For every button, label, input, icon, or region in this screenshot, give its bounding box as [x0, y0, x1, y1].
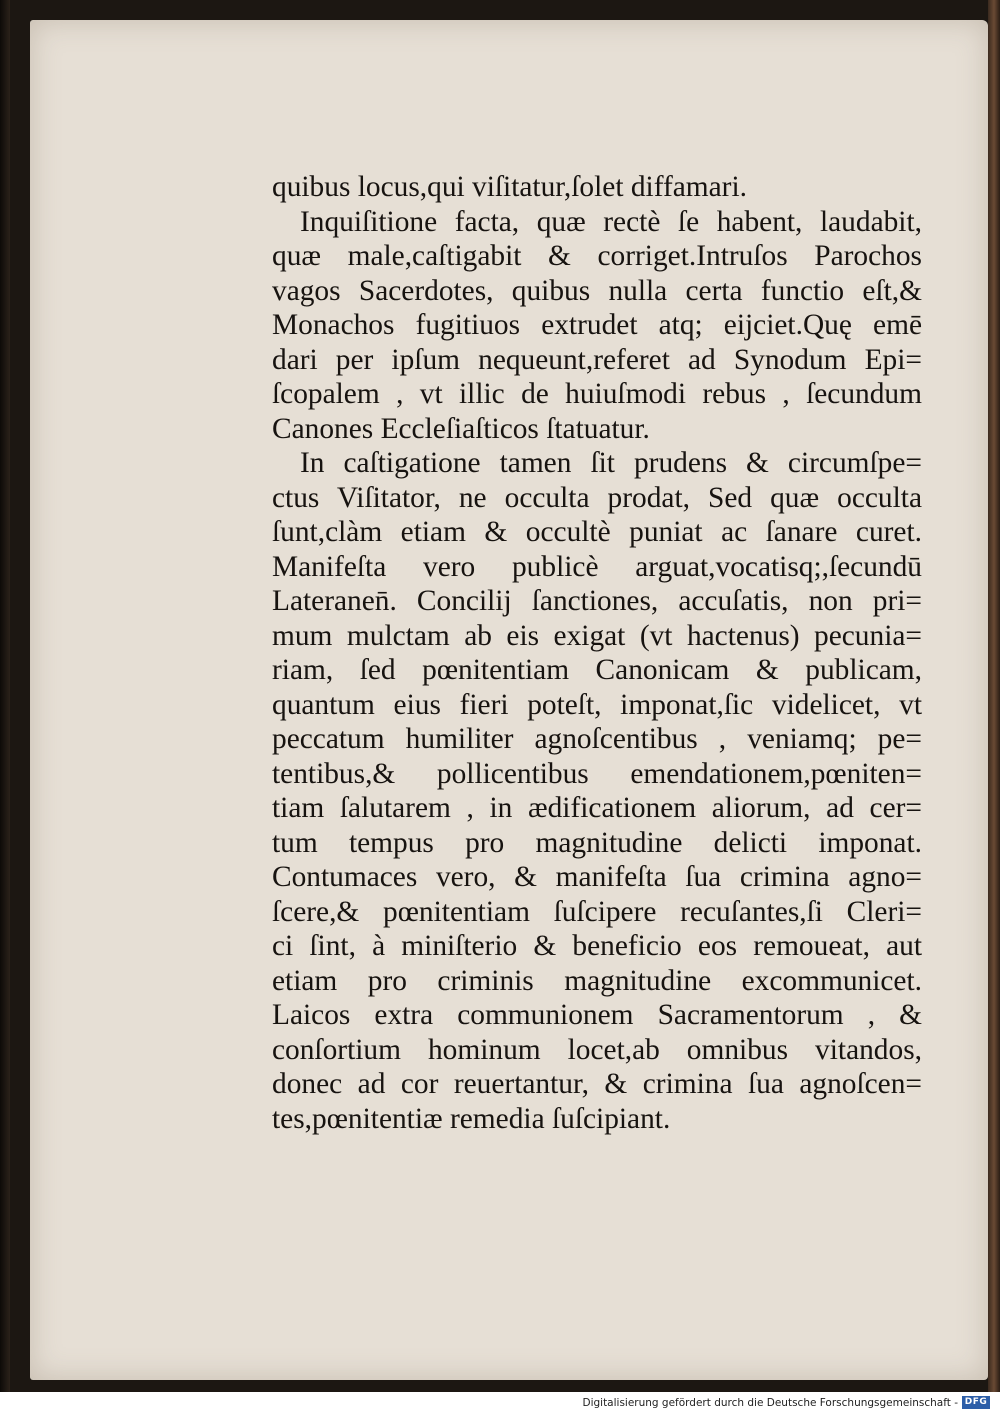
- text-line: ci ſint, à miniſterio & beneficio eos remoueat, aut: [272, 930, 922, 962]
- text-line: ſcere,& pœnitentiam ſuſcipere recuſantes,ſi Cleri=: [272, 895, 922, 928]
- text-line: tentibus,& pollicentibus emendationem,pœniten=: [272, 757, 922, 790]
- text-line: Contumaces vero, & manifeſta ſua crimina agno=: [272, 861, 922, 893]
- text-line: conſortium hominum locet,ab omnibus vitandos,: [272, 1033, 922, 1066]
- text-line: quibus locus,qui viſitatur,ſolet diffamari.: [272, 171, 747, 203]
- text-line: Canones Eccleſiaſticos ſtatuatur.: [272, 412, 650, 445]
- text-line: donec ad cor reuertantur, & crimina ſua agnoſcen=: [272, 1068, 922, 1100]
- text-line: dari per ipſum nequeunt,referet ad Synodum Epi=: [272, 343, 922, 376]
- text-line: peccatum humiliter agnoſcentibus , veniamq; pe=: [272, 723, 922, 755]
- text-line: riam, ſed pœnitentiam Canonicam & publicam,: [272, 654, 922, 686]
- text-line: quæ male,caſtigabit & corriget.Intruſos Parochos: [272, 240, 922, 272]
- text-line: Manifeſta vero publicè arguat,vocatisq;,ſecundū: [272, 550, 922, 583]
- text-line: Laicos extra communionem Sacramentorum , &: [272, 999, 922, 1031]
- text-line: In caſtigatione tamen ſit prudens & circumſpe=: [300, 447, 922, 479]
- digitization-footer: [0, 1392, 1000, 1414]
- dfg-logo-icon: DFG: [962, 1396, 990, 1409]
- text-line: Monachos fugitiuos extrudet atq; eijciet.Quę emē: [272, 309, 922, 341]
- binding-edge-right: [988, 0, 1000, 1392]
- text-line: tes,pœnitentiæ remedia ſuſcipiant.: [272, 1102, 671, 1135]
- text-line: tiam ſalutarem , in ædificationem aliorum, ad cer=: [272, 792, 922, 824]
- text-line: etiam pro criminis magnitudine excommunicet.: [272, 964, 922, 997]
- text-line: ctus Viſitator, ne occulta prodat, Sed quæ occulta: [272, 481, 922, 514]
- text-line: quantum eius fieri poteſt, imponat,ſic videlicet, vt: [272, 688, 922, 721]
- text-line: vagos Sacerdotes, quibus nulla certa functio eſt,&: [272, 274, 922, 307]
- text-line: Inquiſitione facta, quæ rectè ſe habent, laudabit,: [300, 205, 922, 238]
- text-line: mum mulctam ab eis exigat (vt hactenus) pecunia=: [272, 619, 922, 652]
- paper-page: [30, 20, 988, 1380]
- text-line: ſunt,clàm etiam & occultè puniat ac ſanare curet.: [272, 516, 922, 548]
- text-line: tum tempus pro magnitudine delicti imponat.: [272, 826, 922, 859]
- text-line: Lateranen̄. Concilij ſanctiones, accuſatis, non pri=: [272, 585, 922, 617]
- binding-edge-left: [0, 0, 10, 1392]
- text-line: ſcopalem , vt illic de huiuſmodi rebus , ſecundum: [272, 378, 922, 410]
- text-block: [272, 170, 922, 1136]
- funding-credit-text: Digitalisierung gefördert durch die Deutsche Forschungsgemeinschaft -: [582, 1397, 958, 1409]
